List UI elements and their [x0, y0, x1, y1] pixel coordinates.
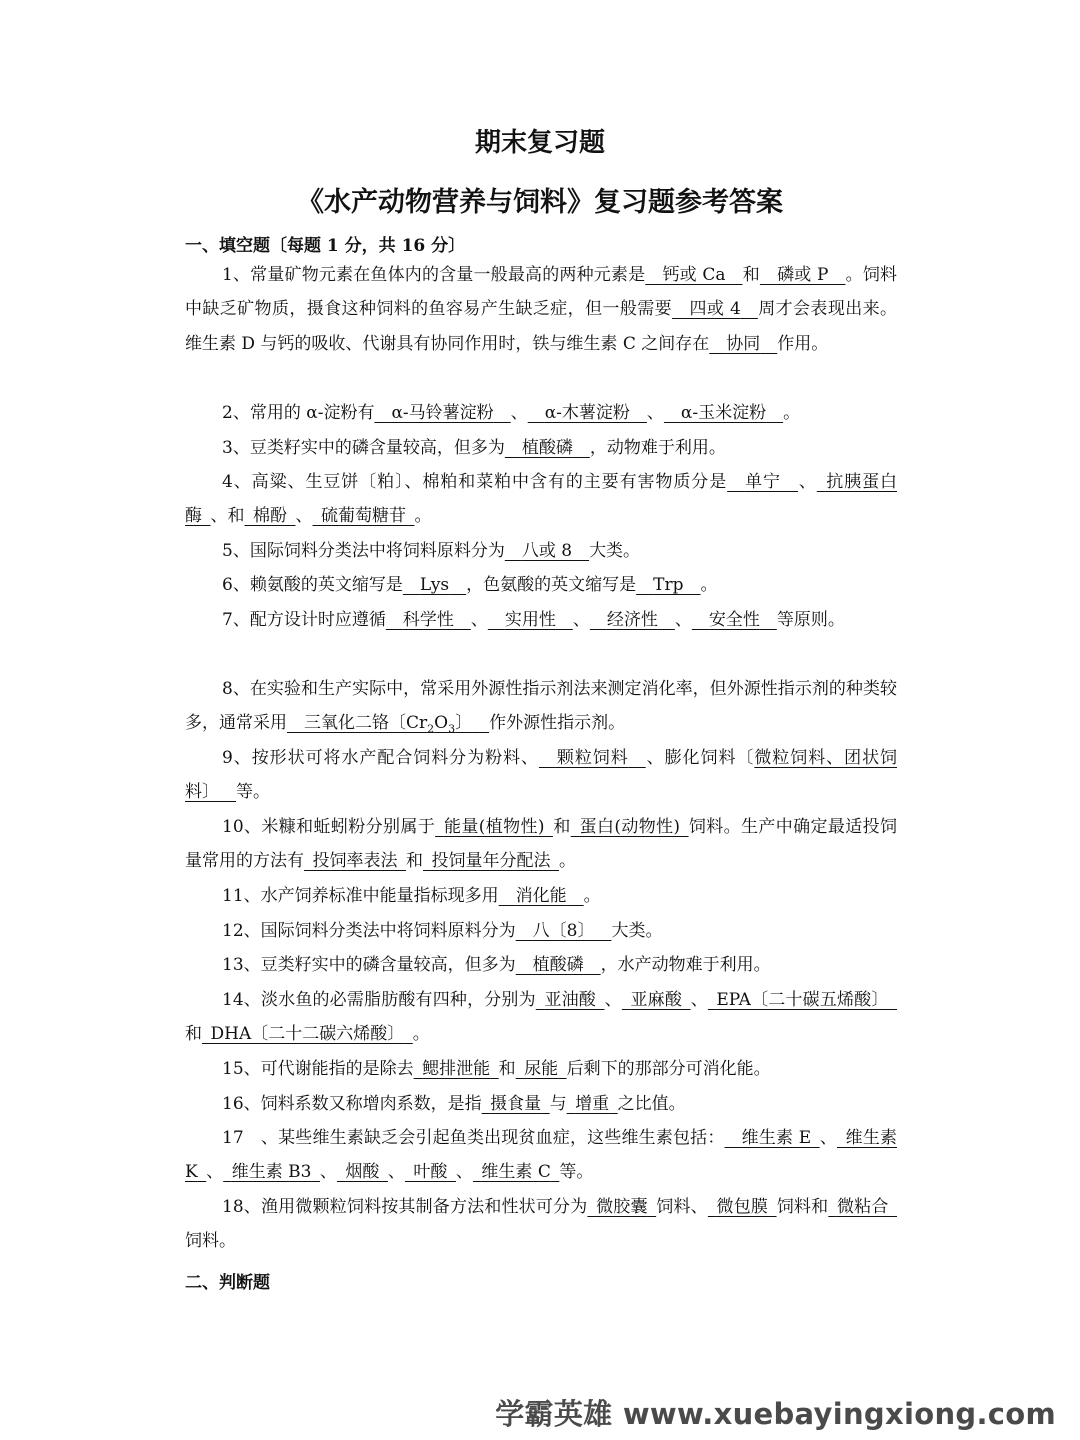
answer-blank: 微包膜: [716, 1197, 769, 1217]
section-heading-fill-blank: 一、填空题〔每题 1 分，共 16 分〕: [185, 236, 466, 256]
question-13: 13、豆类籽实中的磷含量较高，但多为 植酸磷 ，水产动物难于利用。: [222, 955, 771, 975]
answer-blank: 蛋白(动物性): [579, 817, 681, 837]
document-subtitle: 《水产动物营养与饲料》复习题参考答案: [297, 187, 783, 218]
page-title: 期末复习题: [474, 128, 605, 158]
answer-blank: 磷或 P: [776, 265, 829, 285]
answer-blank: 亚麻酸: [630, 990, 683, 1010]
answer-blank: 摄食量: [490, 1094, 542, 1114]
answer-blank: 消化能: [515, 886, 567, 906]
answer-blank: α-玉米淀粉: [680, 403, 767, 423]
question-7: 7、配方设计时应遵循 科学性 、 实用性 、 经济性 、 安全性 等原则。: [222, 610, 845, 630]
answer-blank: 亚油酸: [544, 990, 596, 1010]
question-text: 1、常量矿物元素在鱼体内的含量一般最高的两种元素是: [222, 265, 646, 285]
answer-blank: 实用性: [504, 610, 556, 630]
answer-blank: DHA〔二十二碳六烯酸〕: [210, 1024, 405, 1045]
answer-blank: 硫葡萄糖苷: [321, 506, 406, 527]
question-9: 9、按形状可将水产配合饲料分为粉料、 颗粒饲料 、膨化饲料〔微粒饲料、团状饲料〕 等。: [185, 748, 898, 803]
answer-blank: 维生素 B3: [231, 1162, 312, 1183]
answer-blank: 八〔8〕: [532, 921, 595, 941]
question-11: 11、水产饲养标准中能量指标现多用 消化能 。: [222, 886, 601, 906]
answer-blank: 烟酸: [345, 1162, 380, 1183]
answer-blank: 四或 4: [689, 299, 741, 320]
question-18: 18、渔用微颗粒饲料按其制备方法和性状可分为 微胶囊 饲料、 微包膜 饲料和 微粘合 饲料。: [185, 1190, 897, 1259]
answer-blank: 增重: [575, 1094, 610, 1114]
site-watermark: 学霸英雄 www.xuebayingxiong.com: [495, 1397, 1056, 1431]
answer-blank: 安全性: [708, 610, 760, 630]
question-8: 8、在实验和生产实际中，常采用外源性指示剂法来测定消化率，但外源性指示剂的种类较多，通常采用 三氧化二铬〔$Cr_2O_3$〕 作外源性指示剂。: [185, 679, 897, 736]
question-16: 16、饲料系数又称增肉系数，是指 摄食量 与 增重 之比值。: [222, 1094, 686, 1114]
section-heading-true-false: 二、判断题: [185, 1273, 270, 1293]
answer-blank: 协同: [726, 333, 761, 354]
answer-blank: 植酸磷: [521, 438, 573, 458]
answer-blank: 尿能: [524, 1059, 559, 1079]
answer-blank: 微粘合: [836, 1197, 889, 1217]
answer-blank: 叶酸: [413, 1162, 448, 1183]
answer-blank: 植酸磷: [532, 955, 584, 975]
question-17: 17 、某些维生素缺乏会引起鱼类出现贫血症，这些维生素包括： 维生素 E 、 维生素 K 、 维生素 B3 、 烟酸 、 叶酸 、 维生素 C 等。: [185, 1128, 898, 1183]
answer-blank: 维生素 K: [185, 1128, 898, 1183]
question-5: 5、国际饲料分类法中将饲料原料分为 八或 8 大类。: [222, 541, 641, 561]
answer-blank: 八或 8: [521, 541, 573, 561]
answer-blank: EPA〔二十碳五烯酸〕: [716, 990, 889, 1010]
question-6: 6、赖氨酸的英文缩写是 Lys ，色氨酸的英文缩写是 Trp 。: [222, 575, 718, 595]
answer-blank: 抗胰蛋白酶: [185, 472, 897, 527]
answer-blank: 三氧化二铬〔$Cr_2O_3$〕: [304, 713, 473, 736]
question-12: 12、国际饲料分类法中将饲料原料分为 八〔8〕 大类。: [222, 921, 663, 941]
question-15: 15、可代谢能指的是除去 鳃排泄能 和 尿能 后剩下的那部分可消化能。: [222, 1059, 771, 1079]
answer-blank: 投饲率表法: [312, 851, 398, 872]
answer-blank: 能量(植物性): [443, 817, 545, 837]
answer-blank: 维生素 E: [741, 1128, 812, 1148]
answer-blank: α-马铃薯淀粉: [391, 403, 494, 423]
answer-blank: 钙或 Ca: [662, 265, 726, 285]
question-4: 4、高粱、生豆饼〔粕〕、棉粕和菜粕中含有的主要有害物质分是 单宁 、 抗胰蛋白酶 、和 棉酚 、 硫葡萄糖苷 。: [185, 472, 897, 527]
question-3: 3、豆类籽实中的磷含量较高，但多为 植酸磷 ，动物难于利用。: [222, 438, 726, 458]
answer-blank: 维生素 C: [481, 1162, 551, 1183]
answer-blank: Lys: [419, 575, 450, 595]
answer-blank: 微胶囊: [595, 1197, 648, 1217]
answer-blank: 棉酚: [253, 506, 287, 527]
question-10: 10、米糠和蚯蚓粉分别属于 能量(植物性) 和 蛋白(动物性) 饲料。生产中确定最适投饲量常用的方法有 投饲率表法 和 投饲量年分配法 。: [185, 817, 898, 872]
answer-blank: 颗粒饲料: [555, 748, 629, 768]
question-1: 1、常量矿物元素在鱼体内的含量一般最高的两种元素是 钙或 Ca 和 磷或 P 。饲料中缺乏矿物质，摄食这种饲料的鱼容易产生缺乏症，但一般需要 四或 4 周才会表现出来。维生素 D 与钙的吸收、代谢具有协同作用时，铁与维生素 C 之间存在 协同 作用。: [185, 265, 898, 354]
answer-blank: α-木薯淀粉: [544, 403, 630, 423]
answer-blank: Trp: [653, 575, 684, 595]
answer-blank: 鳃排泄能: [422, 1059, 491, 1079]
question-2: 2、常用的 α-淀粉有 α-马铃薯淀粉 、 α-木薯淀粉 、 α-玉米淀粉 。: [222, 403, 801, 423]
answer-blank: 科学性: [402, 610, 454, 630]
answer-blank: 投饲量年分配法: [431, 851, 551, 872]
question-14: 14、淡水鱼的必需脂肪酸有四种，分别为 亚油酸 、 亚麻酸 、 EPA〔二十碳五烯酸〕 和 DHA〔二十二碳六烯酸〕 。: [185, 983, 897, 1052]
answer-blank: 单宁: [744, 472, 781, 492]
answer-blank: 经济性: [606, 610, 658, 630]
answer-blank: 微粒饲料、团状饲料〕: [185, 748, 898, 803]
